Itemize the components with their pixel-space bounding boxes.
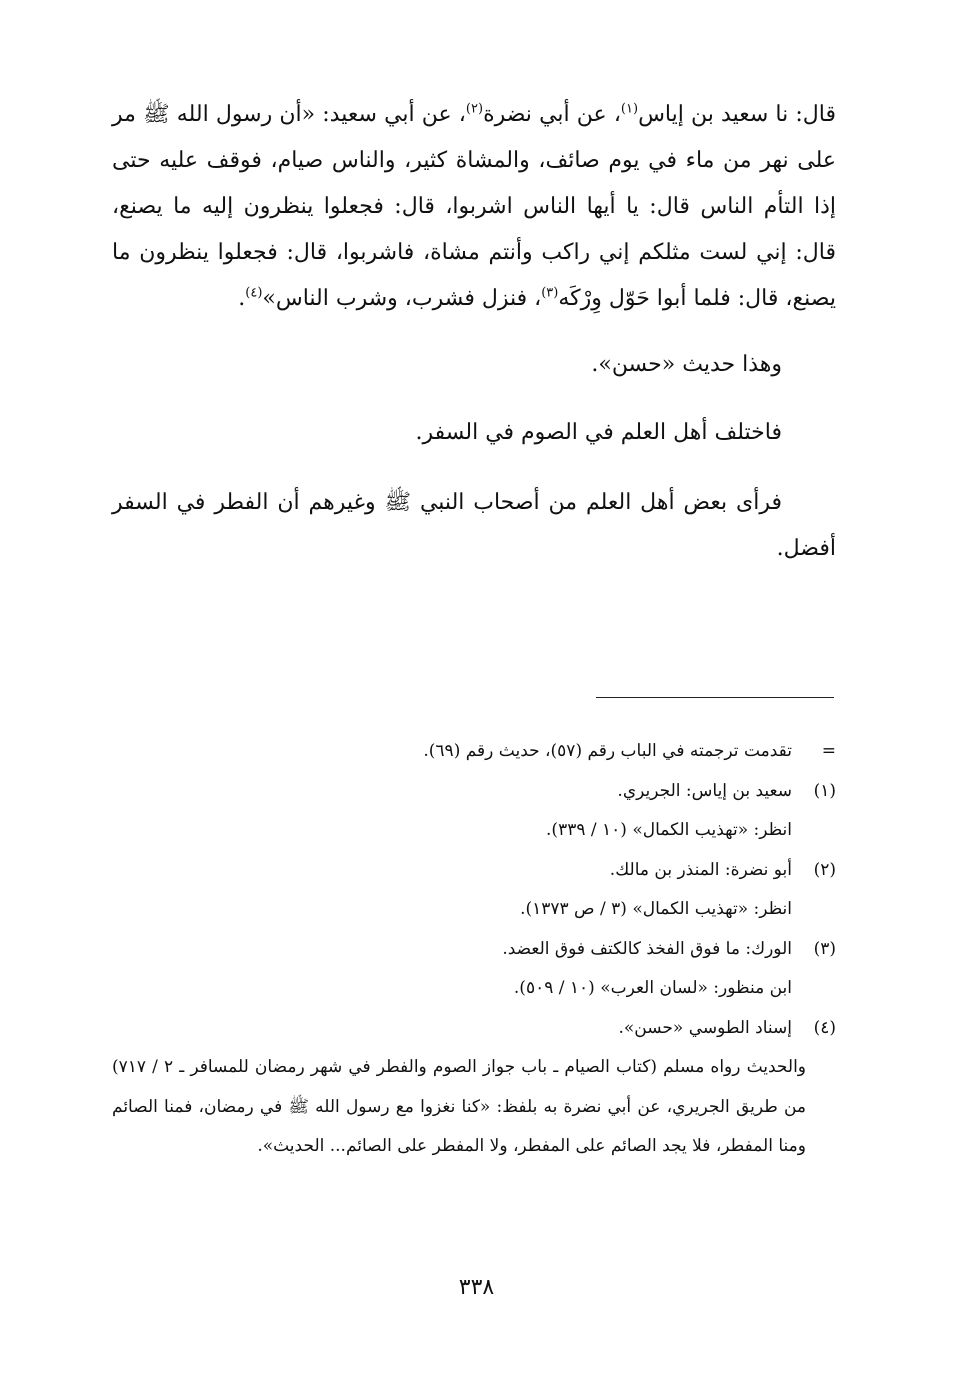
footnote-ref-3[interactable]: (٣) [541,285,559,301]
opinion-paragraph: فرأى بعض أهل العلم من أصحاب النبي ﷺ وغيرهم أن الفطر في السفر أفضل. [112,490,836,561]
footnote-text: سعيد بن إياس: الجريري. [617,780,792,801]
continuation-marker: = [821,741,836,761]
footnote-continuation [112,732,836,772]
footnote-marker: (٢) [813,859,836,880]
disagreement-paragraph: فاختلف أهل العلم في الصوم في السفر. [415,420,782,445]
footnote-text: أبو نضرة: المنذر بن مالك. [609,859,792,880]
grading-paragraph: وهذا حديث «حسن». [591,352,782,377]
hadith-text-part: ، عن أبي نضرة [483,102,621,127]
footnote-text: الورك: ما فوق الفخذ كالكتف فوق العضد. [502,938,792,959]
hadith-text-part: قال: نا سعيد بن إياس [638,102,836,127]
footnote-ref-2[interactable]: (٢) [465,101,484,117]
footnote-4-continuation: والحديث رواه مسلم (كتاب الصيام ـ باب جواز الصوم والفطر في شهر رمضان للمسافر ـ ٢ / ٧١٧) من طريق الجريري، عن أبي نضرة به بلفظ: «كنا نغزوا مع رسول الله ﷺ في رمضان، فمنا الصائم ومنا المفطر، فلا يجد الصائم على المفطر، ولا المفطر على الصائم... الحديث». [112,1057,806,1156]
main-text [112,92,836,572]
footnote-1 [112,772,836,812]
footnote-ref-4[interactable]: (٤) [245,285,263,301]
footnote-ref-1[interactable]: (١) [620,101,639,117]
footnote-text: تقدمت ترجمته في الباب رقم (٥٧)، حديث رقم (٦٩). [423,741,792,761]
footnote-3 [112,930,836,970]
hadith-text-part: ، عن أبي سعيد: «أن رسول الله ﷺ مر على نهر من ماء في يوم صائف، والمشاة كثير، والناس صيام، فوقف عليه حتى إذا التأم الناس قال: يا أيها الناس اشربوا، قال: فجعلوا ينظرون إليه ما يصنع، قال: إني لست مثلكم إني راكب وأنتم مشاة، فاشربوا، قال: فجعلوا ينظرون ما يصنع، قال: فلما أبوا حَوّل وِرْكَه [112,102,836,311]
footnote-text: إسناد الطوسي «حسن». [618,1017,792,1038]
footnote-marker: (١) [813,780,836,801]
footnote-marker: (٤) [813,1017,836,1038]
hadith-text-part: ، فنزل فشرب، وشرب الناس» [262,286,542,311]
footnote-2 [112,851,836,891]
hadith-text-part: . [238,286,246,311]
footnote-1-reference: انظر: «تهذيب الكمال» (١٠ / ٣٣٩). [546,820,792,840]
footnote-2-reference: انظر: «تهذيب الكمال» (٣ / ص ١٣٧٣). [520,899,792,919]
footnote-marker: (٣) [813,938,836,959]
footnote-separator [596,697,834,698]
page-number: ٣٣٨ [458,1275,495,1300]
footnote-3-reference: ابن منظور: «لسان العرب» (١٠ / ٥٠٩). [513,978,792,998]
footnotes [112,732,836,1167]
hadith-paragraph [112,92,836,322]
footnote-4 [112,1009,836,1049]
